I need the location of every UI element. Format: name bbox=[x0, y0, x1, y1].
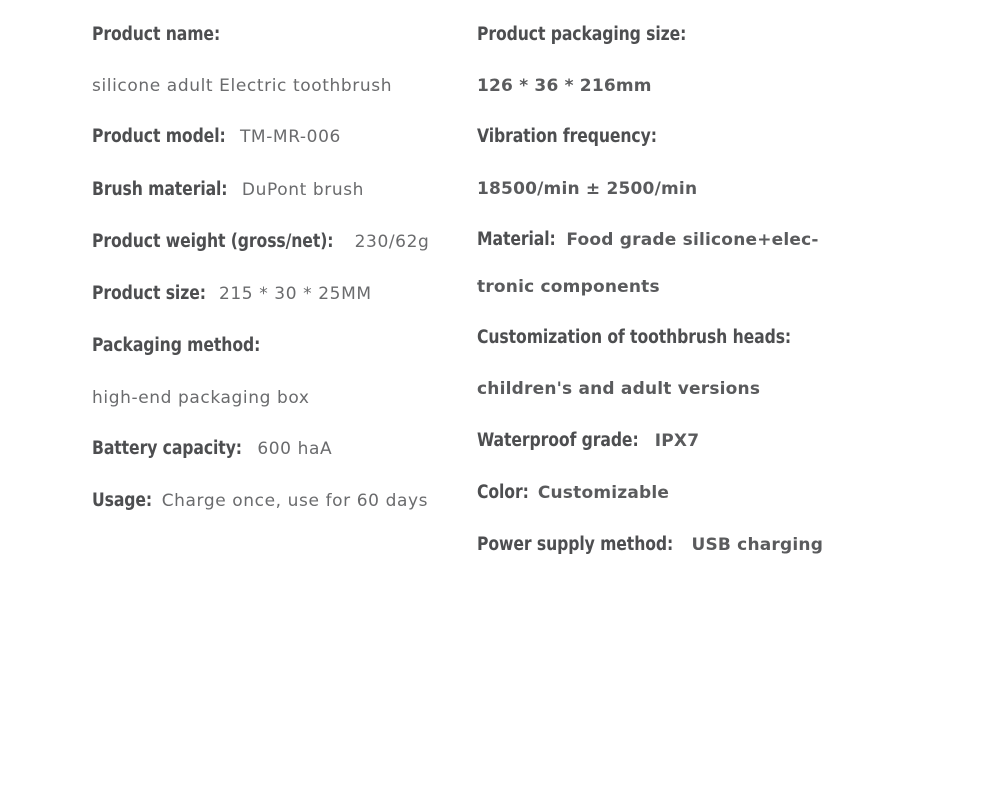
spec-value-material-line-1: Food grade silicone+elec- bbox=[566, 229, 819, 250]
spec-row bbox=[477, 480, 1000, 506]
spec-label-head-customization: Customization of toothbrush heads: bbox=[477, 327, 792, 349]
spec-row bbox=[92, 177, 438, 203]
spec-row bbox=[477, 428, 1000, 454]
spec-row bbox=[92, 436, 438, 462]
spec-row bbox=[92, 488, 438, 514]
spec-row bbox=[92, 22, 438, 98]
spec-value-vibration-frequency: 18500/min ± 2500/min bbox=[477, 178, 698, 199]
spec-label-battery-capacity: Battery capacity: bbox=[92, 437, 242, 459]
spec-value-packaging-size: 126 * 36 * 216mm bbox=[477, 76, 652, 97]
spec-column-right bbox=[438, 22, 1000, 584]
spec-row bbox=[92, 229, 438, 255]
spec-row bbox=[477, 124, 1000, 200]
spec-value-product-weight: 230/62g bbox=[354, 231, 430, 252]
spec-row bbox=[92, 333, 438, 409]
spec-row bbox=[477, 532, 1000, 558]
spec-row bbox=[92, 124, 438, 150]
spec-label-brush-material: Brush material: bbox=[92, 178, 228, 200]
spec-label-power-supply: Power supply method: bbox=[477, 534, 674, 556]
spec-value-product-name: silicone adult Electric toothbrush bbox=[92, 76, 393, 97]
spec-row bbox=[477, 22, 1000, 98]
spec-value-battery-capacity: 600 haA bbox=[257, 438, 333, 459]
spec-label-packaging-size: Product packaging size: bbox=[477, 24, 687, 45]
spec-value-product-model: TM-MR-006 bbox=[239, 127, 341, 148]
spec-value-material-line-2: tronic components bbox=[477, 277, 660, 298]
spec-value-brush-material: DuPont brush bbox=[241, 179, 365, 200]
spec-value-color: Customizable bbox=[537, 482, 670, 503]
spec-row bbox=[477, 325, 1000, 401]
spec-label-product-weight: Product weight (gross/net): bbox=[92, 230, 334, 252]
spec-row bbox=[92, 281, 438, 307]
spec-label-product-name: Product name: bbox=[92, 24, 221, 45]
spec-value-head-customization: children's and adult versions bbox=[477, 379, 761, 400]
spec-label-usage: Usage: bbox=[92, 490, 153, 512]
spec-value-packaging-method: high-end packaging box bbox=[92, 387, 310, 408]
spec-value-usage: Charge once, use for 60 days bbox=[161, 491, 429, 512]
spec-row bbox=[477, 227, 1000, 299]
spec-label-color: Color: bbox=[477, 481, 529, 503]
spec-label-waterproof-grade: Waterproof grade: bbox=[477, 429, 639, 451]
spec-value-waterproof-grade: IPX7 bbox=[654, 430, 700, 451]
spec-label-product-model: Product model: bbox=[92, 126, 226, 148]
spec-label-product-size: Product size: bbox=[92, 283, 206, 305]
spec-label-vibration-frequency: Vibration frequency: bbox=[477, 126, 657, 148]
spec-value-product-size: 215 * 30 * 25MM bbox=[218, 284, 372, 305]
spec-columns bbox=[0, 22, 1000, 584]
spec-label-packaging-method: Packaging method: bbox=[92, 335, 261, 357]
spec-value-power-supply: USB charging bbox=[691, 535, 824, 556]
spec-column-left bbox=[0, 22, 438, 584]
spec-label-material: Material: bbox=[477, 228, 556, 250]
